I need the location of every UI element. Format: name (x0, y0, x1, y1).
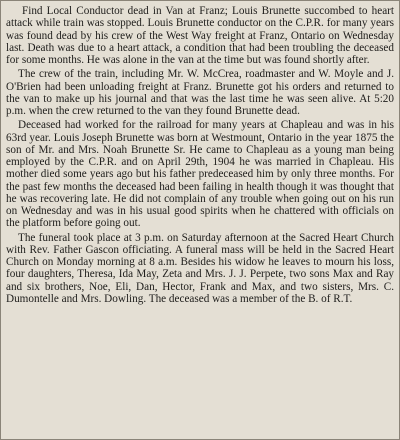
article-paragraph-1: Find Local Conductor dead in Van at Franz; Louis Brunette succombed to heart attack while train was stopped. Louis Brunette conductor on the C.P.R. for many years was found dead by his crew of the West Way freight at Franz, Ontario on Wednesday last. Death was due to a heart attack, a condition that had been troubling the deceased for some months. He was alone in the van at the time but was found shortly after. (6, 5, 394, 66)
article-paragraph-4: The funeral took place at 3 p.m. on Saturday afternoon at the Sacred Heart Church with Rev. Father Gascon officiating. A funeral mass will be held in the Sacred Heart Church on Monday morning at 8 a.m. Besides his widow he leaves to mourn his loss, four daughters, Theresa, Ida May, Zeta and Mrs. J. J. Perpete, two sons Max and Ray and six brothers, Noe, Eli, Dan, Hector, Frank and Max, and two sisters, Mrs. C. Dumontelle and Mrs. Dowling. The deceased was a member of the B. of R.T. (6, 231, 394, 305)
article-paragraph-2: The crew of the train, including Mr. W. McCrea, roadmaster and W. Moyle and J. O'Brien had been unloading freight at Franz. Brunette got his orders and returned to the van to make up his journal and that was the last time he was seen alive. At 5:20 p.m. when the crew returned to the van they found Brunette dead. (6, 68, 394, 117)
article-paragraph-3: Deceased had worked for the railroad for many years at Chapleau and was in his 63rd year. Louis Joseph Brunette was born at Westmount, Ontario in the year 1875 the son of Mr. and Mrs. Noah Brunette Sr. He came to Chapleau as a young man being employed by the C.P.R. and on April 29th, 1904 he was married in Chapleau. His mother died some years ago but his father predeceased him by only three months. For the past few months the deceased had been failing in health though it was thought that he was recovering late. He did not complain of any trouble when going out on his run on Wednesday and was in his usual good spirits when he chattered with officials on the platform before going out. (6, 119, 394, 230)
obituary-article (6, 5, 394, 307)
